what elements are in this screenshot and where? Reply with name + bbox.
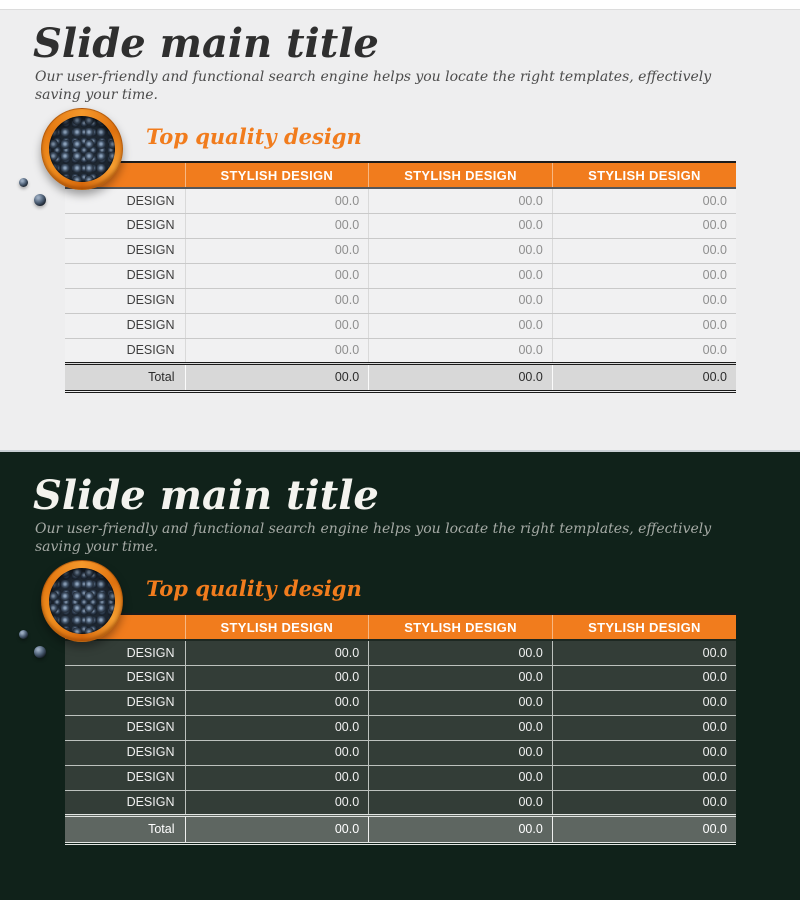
total-value: 00.0: [185, 815, 369, 843]
table-row: [65, 188, 736, 213]
row-value: 00.0: [185, 715, 369, 740]
row-value: 00.0: [185, 313, 369, 338]
section-heading: Top quality design: [146, 124, 362, 149]
row-label: DESIGN: [65, 790, 185, 815]
total-row: [65, 363, 736, 391]
table-row: [65, 313, 736, 338]
table-header-row: [65, 614, 736, 640]
row-value: 00.0: [552, 313, 736, 338]
row-value: 00.0: [185, 740, 369, 765]
section-heading: Top quality design: [146, 576, 362, 601]
row-value: 00.0: [369, 213, 553, 238]
column-header: STYLISH DESIGN: [185, 614, 369, 640]
row-value: 00.0: [552, 690, 736, 715]
row-value: 00.0: [369, 338, 553, 363]
table-row: [65, 740, 736, 765]
row-value: 00.0: [552, 765, 736, 790]
slide-subtitle: Our user-friendly and functional search engine helps you locate the right templates, effectively saving your time.: [35, 69, 712, 104]
blueberry-bowl-image: [41, 108, 123, 190]
total-value: 00.0: [552, 815, 736, 843]
row-value: 00.0: [369, 765, 553, 790]
row-label: DESIGN: [65, 313, 185, 338]
total-label: Total: [65, 363, 185, 391]
row-value: 00.0: [369, 715, 553, 740]
row-value: 00.0: [185, 790, 369, 815]
row-label: DESIGN: [65, 188, 185, 213]
slide-subtitle: Our user-friendly and functional search engine helps you locate the right templates, effectively saving your time.: [35, 521, 712, 556]
row-label: DESIGN: [65, 263, 185, 288]
row-value: 00.0: [369, 790, 553, 815]
row-value: 00.0: [185, 188, 369, 213]
table-row: [65, 263, 736, 288]
row-label: DESIGN: [65, 213, 185, 238]
column-header: STYLISH DESIGN: [369, 162, 553, 188]
row-label: DESIGN: [65, 338, 185, 363]
row-value: 00.0: [185, 765, 369, 790]
design-table: [65, 161, 736, 393]
table-row: [65, 765, 736, 790]
row-value: 00.0: [185, 690, 369, 715]
blueberry-bowl-image: [41, 560, 123, 642]
column-header: STYLISH DESIGN: [552, 162, 736, 188]
row-value: 00.0: [552, 288, 736, 313]
table-row: [65, 690, 736, 715]
row-value: 00.0: [552, 740, 736, 765]
top-white-strip: [0, 0, 800, 10]
row-label: DESIGN: [65, 715, 185, 740]
table-row: [65, 790, 736, 815]
column-header: STYLISH DESIGN: [369, 614, 553, 640]
row-value: 00.0: [369, 313, 553, 338]
row-value: 00.0: [552, 213, 736, 238]
table-row: [65, 715, 736, 740]
blueberries-texture: [49, 116, 115, 182]
row-value: 00.0: [185, 288, 369, 313]
row-value: 00.0: [369, 740, 553, 765]
table-header-row: [65, 162, 736, 188]
total-value: 00.0: [552, 363, 736, 391]
row-label: DESIGN: [65, 640, 185, 665]
total-value: 00.0: [369, 815, 553, 843]
row-value: 00.0: [369, 263, 553, 288]
table-row: [65, 213, 736, 238]
design-table: [65, 613, 736, 845]
row-value: 00.0: [552, 188, 736, 213]
row-value: 00.0: [185, 238, 369, 263]
row-value: 00.0: [185, 213, 369, 238]
table-row: [65, 238, 736, 263]
row-label: DESIGN: [65, 288, 185, 313]
row-value: 00.0: [185, 640, 369, 665]
table-row: [65, 665, 736, 690]
table-row: [65, 640, 736, 665]
total-value: 00.0: [185, 363, 369, 391]
row-value: 00.0: [552, 338, 736, 363]
row-value: 00.0: [369, 238, 553, 263]
row-value: 00.0: [369, 690, 553, 715]
column-header: STYLISH DESIGN: [552, 614, 736, 640]
row-value: 00.0: [552, 715, 736, 740]
slide-title: Slide main title: [33, 472, 379, 519]
total-value: 00.0: [369, 363, 553, 391]
total-row: [65, 815, 736, 843]
row-label: DESIGN: [65, 690, 185, 715]
row-value: 00.0: [185, 263, 369, 288]
row-value: 00.0: [552, 640, 736, 665]
column-header: STYLISH DESIGN: [185, 162, 369, 188]
row-label: DESIGN: [65, 665, 185, 690]
row-value: 00.0: [552, 665, 736, 690]
blueberry-dot-icon: [34, 194, 46, 206]
blueberry-dot-icon: [34, 646, 46, 658]
slide-title: Slide main title: [33, 20, 379, 67]
row-value: 00.0: [369, 288, 553, 313]
row-label: DESIGN: [65, 238, 185, 263]
row-value: 00.0: [369, 640, 553, 665]
row-value: 00.0: [185, 338, 369, 363]
blueberries-texture: [49, 568, 115, 634]
row-value: 00.0: [552, 238, 736, 263]
total-label: Total: [65, 815, 185, 843]
blueberry-dot-icon: [19, 630, 28, 639]
row-label: DESIGN: [65, 765, 185, 790]
row-value: 00.0: [552, 263, 736, 288]
slide-dark: [0, 450, 800, 900]
row-label: DESIGN: [65, 740, 185, 765]
blueberry-dot-icon: [19, 178, 28, 187]
table-row: [65, 288, 736, 313]
row-value: 00.0: [552, 790, 736, 815]
row-value: 00.0: [185, 665, 369, 690]
table-row: [65, 338, 736, 363]
row-value: 00.0: [369, 188, 553, 213]
row-value: 00.0: [369, 665, 553, 690]
